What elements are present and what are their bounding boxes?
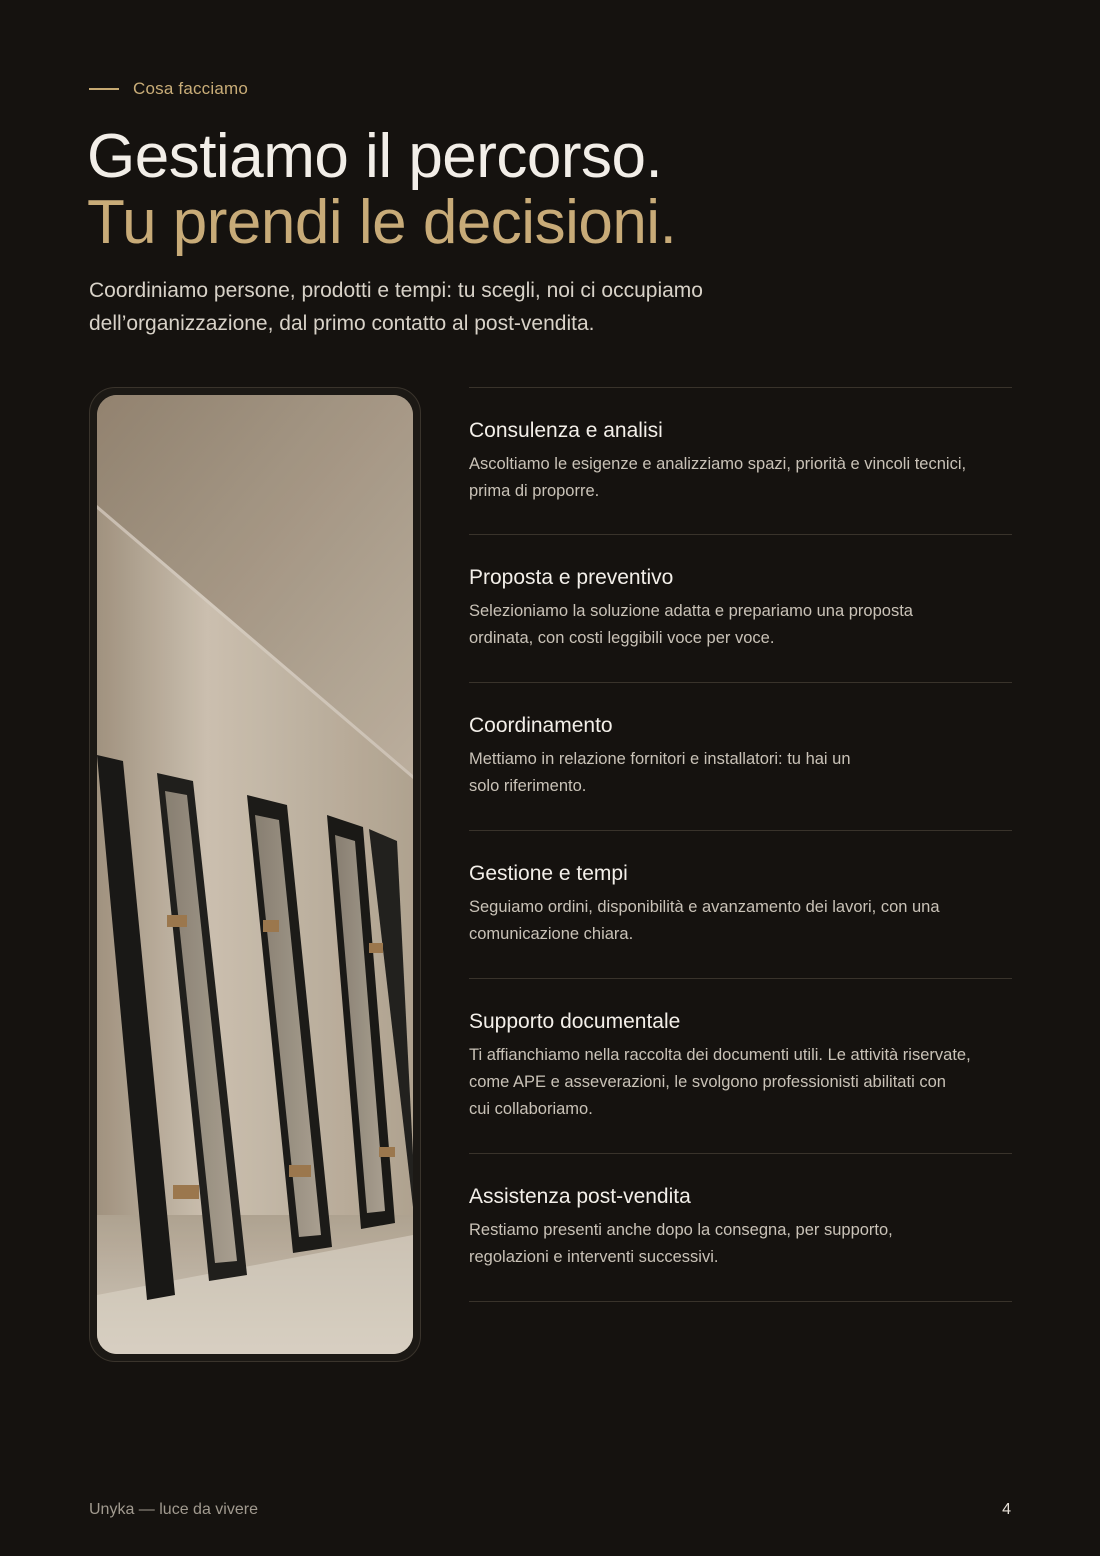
eyebrow-rule (89, 88, 119, 90)
service-desc-line: ordinata, con costi leggibili voce per voce. (469, 629, 775, 647)
footer-brand: Unyka — luce da vivere (89, 1501, 258, 1518)
service-desc-line: cui collaboriamo. (469, 1100, 593, 1118)
service-desc-line: Selezioniamo la soluzione adatta e prepariamo una proposta (469, 602, 913, 620)
window-frames-photo (97, 395, 413, 1354)
page-headline (87, 124, 676, 256)
service-item-consulenza (469, 388, 1012, 535)
service-title: Supporto documentale (469, 1010, 681, 1033)
service-title: Coordinamento (469, 714, 613, 737)
service-item-coordinamento (469, 683, 1012, 831)
service-desc-line: solo riferimento. (469, 777, 587, 795)
service-desc-line: Restiamo presenti anche dopo la consegna, per supporto, (469, 1221, 893, 1239)
service-title: Proposta e preventivo (469, 566, 674, 589)
services-list (469, 387, 1012, 1302)
service-item-gestione (469, 831, 1012, 979)
page-number: 4 (1002, 1501, 1011, 1518)
service-title: Assistenza post-vendita (469, 1185, 691, 1208)
service-description (469, 746, 1012, 800)
headline-line-1: Gestiamo il percorso. (87, 122, 663, 191)
service-item-supporto (469, 979, 1012, 1154)
service-description (469, 894, 1012, 948)
headline-line-2: Tu prendi le decisioni. (87, 188, 677, 257)
service-desc-line: Ascoltiamo le esigenze e analizziamo spazi, priorità e vincoli tecnici, (469, 455, 967, 473)
service-desc-line: Mettiamo in relazione fornitori e installatori: tu hai un (469, 750, 851, 768)
service-description (469, 598, 1012, 652)
eyebrow-label: Cosa facciamo (133, 79, 249, 98)
service-desc-line: Seguiamo ordini, disponibilità e avanzamento dei lavori, con una (469, 898, 940, 916)
service-desc-line: come APE e asseverazioni, le svolgono professionisti abilitati con (469, 1073, 946, 1091)
service-desc-line: regolazioni e interventi successivi. (469, 1248, 719, 1266)
service-item-proposta (469, 535, 1012, 683)
service-description (469, 1042, 1012, 1123)
service-item-assistenza (469, 1154, 1012, 1302)
photo-illustration (97, 395, 413, 1354)
service-description (469, 1217, 1012, 1271)
service-description (469, 451, 1012, 505)
intro-paragraph: Coordiniamo persone, prodotti e tempi: tu scegli, noi ci occupiamo dell’organizzazione, dal primo contatto al post-vendita. (89, 279, 703, 335)
section-eyebrow (89, 79, 248, 99)
photo-frame (89, 387, 421, 1362)
service-desc-line: comunicazione chiara. (469, 925, 634, 943)
service-desc-line: Ti affianchiamo nella raccolta dei documenti utili. Le attività riservate, (469, 1046, 971, 1064)
service-title: Gestione e tempi (469, 862, 628, 885)
service-title: Consulenza e analisi (469, 419, 663, 442)
service-desc-line: prima di proporre. (469, 482, 600, 500)
